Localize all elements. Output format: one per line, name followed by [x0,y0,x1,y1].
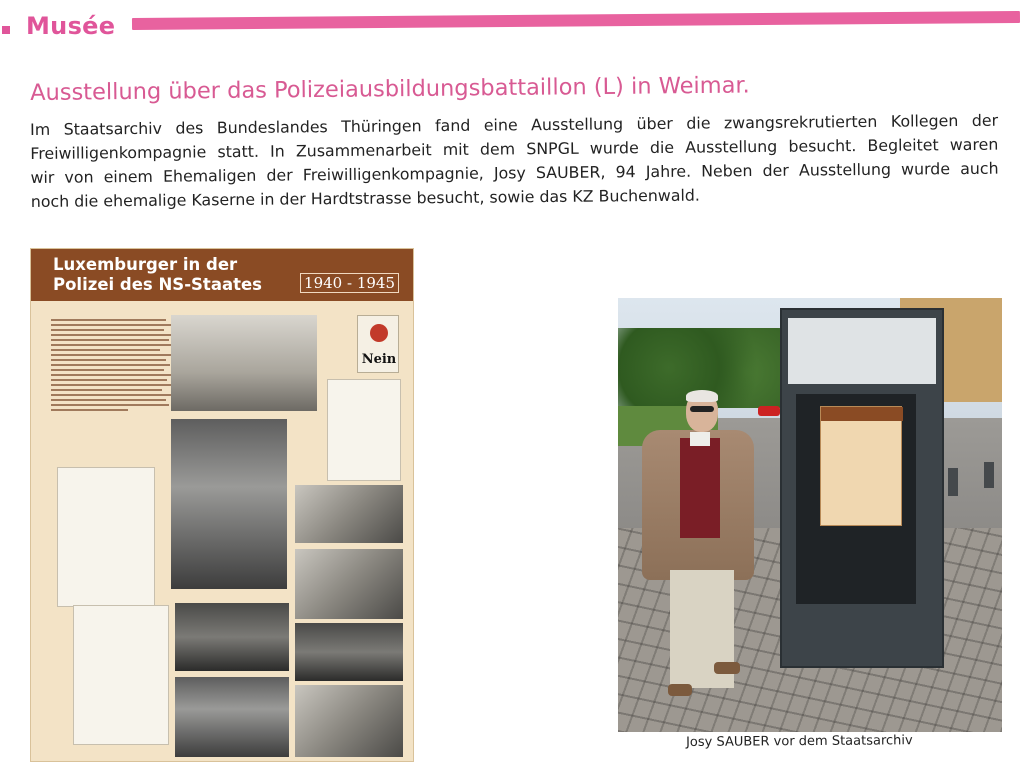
photo-car [758,406,780,416]
visitor-photo [618,298,1002,732]
officers-photo [175,603,289,671]
stamp-word: Nein [361,352,397,367]
section-title: Musée [26,12,116,40]
newspaper-clipping [57,467,155,607]
article-body-line: noch die ehemalige Kaserne in der Hardtstrasse besucht, sowie das KZ Buchenwald. [30,185,700,211]
poster-text-lines [51,319,179,411]
section-square-marker [2,26,10,34]
article-body-line: Im Staatsarchiv des Bundeslandes Thüringen fand eine Ausstellung über die zwangsrekrutierten Kollegen der [30,110,999,139]
man-glasses [690,406,714,412]
man-shoe [668,684,692,696]
display-poster [820,406,902,526]
poster-intro-text [51,315,179,455]
article-body-line: Freiwilligenkompagnie statt. In Zusammenarbeit mit dem SNPGL wurde die Ausstellung besucht. Begleitet waren [30,134,999,163]
display-plate [788,318,936,384]
ceremony-photo [175,677,289,757]
march-photo [295,623,403,681]
article-body [30,109,999,214]
stamp-emblem-icon [370,324,388,342]
poster-title-line: Luxemburger in der [53,255,238,274]
newspaper-page [73,605,169,745]
troops-photo [295,685,403,757]
photo-bollard [948,468,958,496]
section-rule [132,11,1020,30]
man-shoe [714,662,740,674]
man-shirt [690,432,710,446]
nein-stamp-image [357,315,399,373]
parade-illustration [171,315,317,411]
article-heading: Ausstellung über das Polizeiausbildungsbattaillon (L) in Weimar. [30,72,750,106]
photo-caption: Josy SAUBER vor dem Staatsarchiv [686,733,913,750]
exhibition-poster-image [30,248,414,762]
display-poster-header [821,407,903,421]
soldiers-photo [295,549,403,619]
display-stand [780,308,944,668]
man-hair [686,390,718,402]
poster-title-line: Polizei des NS-Staates [53,275,262,294]
section-header [0,8,1023,38]
josy-sauber-figure [642,392,760,702]
poster-dates: 1940 - 1945 [300,273,399,293]
vehicle-photo [295,485,403,543]
document-scan [327,379,401,481]
poster-title [53,255,262,295]
policemen-photo [171,419,287,589]
photo-bollard [984,462,994,488]
poster-header [31,249,414,301]
display-window [796,394,916,604]
article-body-line: wir von einem Ehemaligen der Freiwilligenkompagnie, Josy SAUBER, 94 Jahre. Neben der Ausstellung wurde auch [30,158,999,187]
man-vest [680,438,720,538]
